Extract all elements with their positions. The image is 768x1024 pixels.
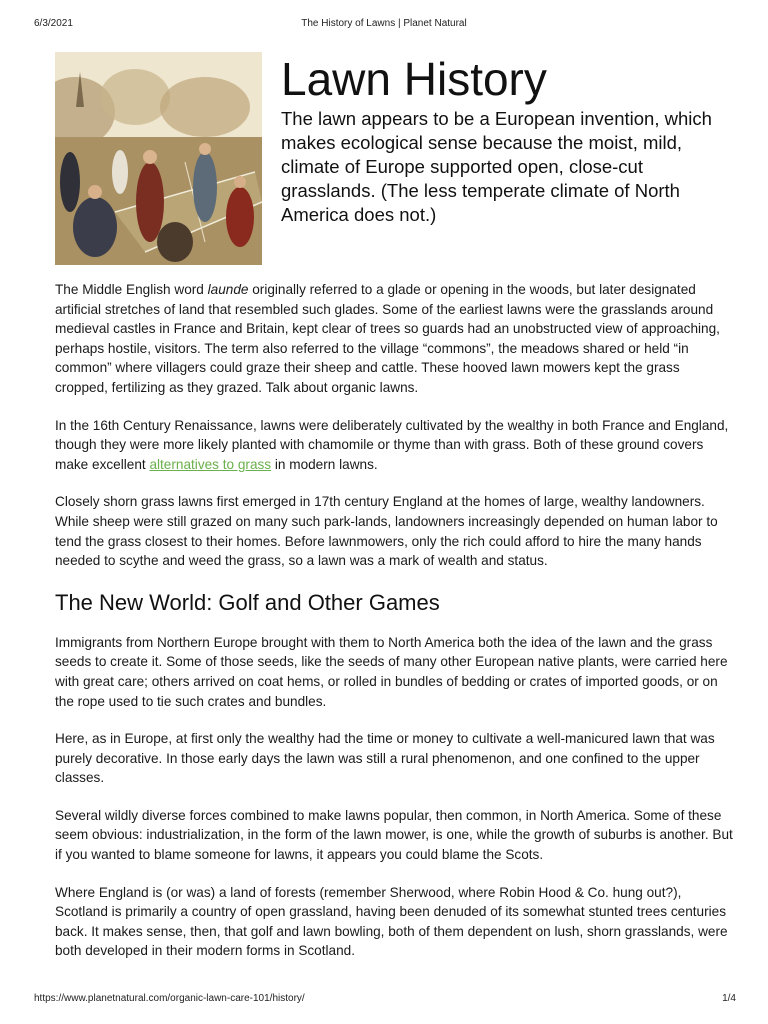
hero-text: [281, 53, 741, 227]
print-url: https://www.planetnatural.com/organic-lawn-care-101/history/: [34, 993, 305, 1004]
paragraph-text: In the 16th Century Renaissance, lawns were deliberately cultivated by the wealthy in both France and England, though they were more likely planted with chamomile or thyme than with grass. Both of these ground covers make excellent: [55, 417, 729, 472]
paragraph-text: in modern lawns.: [271, 456, 378, 472]
paragraph-launde: [55, 280, 735, 398]
alternatives-to-grass-link[interactable]: alternatives to grass: [149, 456, 272, 472]
paragraph-europe-wealthy: Here, as in Europe, at first only the wealthy had the time or money to cultivate a well-manicured lawn that was purely decorative. In those early days the lawn was still a rural phenomenon, and one confined to the upper classes.: [55, 731, 715, 786]
paragraph-17th-century: Closely shorn grass lawns first emerged in 17th century England at the homes of large, wealthy landowners. While sheep were still grazed on many such park-lands, landowners increasingly depended on human labor to tend the grass closest to their homes. Before lawnmowers, only the rich could afford to hire the many hands needed to scythe and weed the grass, so a lawn was a mark of wealth and status.: [55, 494, 718, 569]
article-body: [55, 280, 735, 979]
page-title: Lawn History: [281, 53, 547, 105]
page-number: 1/4: [722, 993, 736, 1004]
intro-paragraph: The lawn appears to be a European invention, which makes ecological sense because the moist, mild, climate of Europe supported open, close-cut grasslands. (The less temperate climate of North America does not.): [281, 108, 712, 225]
paragraph-renaissance: [55, 416, 735, 475]
print-date: 6/3/2021: [34, 18, 73, 29]
print-page-title: The History of Lawns | Planet Natural: [301, 18, 467, 29]
paragraph-text: originally referred to a glade or opening in the woods, but later designated artificial stretches of land that resembled such glades. Some of the earliest lawns were the grasslands around medieval castles in France and Britain, kept clear of trees so guards had an unobstructed view of approaching, perhaps hostile, visitors. The term also referred to the village “commons”, the meadows shared or held “in common” where villagers could graze their sheep and cattle. These hooved lawn mowers kept the grass cropped, fertilizing as they grazed. Talk about organic lawns.: [55, 282, 720, 395]
paragraph-scotland: Where England is (or was) a land of forests (remember Sherwood, where Robin Hood & Co. hung out?), Scotland is primarily a country of open grassland, having been denuded of its somewhat stunted trees centuries back. It makes sense, then, that golf and lawn bowling, both of them dependent on lush, shorn grasslands, were both developed in their modern forms in Scotland.: [55, 884, 728, 959]
print-footer: [0, 992, 768, 1006]
paragraph-diverse-forces: Several wildly diverse forces combined to make lawns popular, then common, in North America. Some of these seem obvious: industrialization, in the form of the lawn mower, is one, while the growth of suburbs is another. But if you wanted to blame someone for lawns, it appears you could blame the Scots.: [55, 807, 733, 863]
lawn-painting-image: [55, 52, 262, 265]
section-heading-new-world: The New World: Golf and Other Games: [55, 589, 440, 615]
paragraph-immigrants: Immigrants from Northern Europe brought with them to North America both the idea of the lawn and the grass seeds to create it. Some of those seeds, like the seeds of many other European native plants, were carried here with great care; others arrived on coat hems, or rolled in bundles of bedding or crates of imported goods, or on the rope used to tie such crates and bundles.: [55, 634, 728, 709]
print-header: [0, 17, 768, 31]
launde-word: launde: [207, 282, 249, 297]
paragraph-text: The Middle English word: [55, 282, 208, 297]
